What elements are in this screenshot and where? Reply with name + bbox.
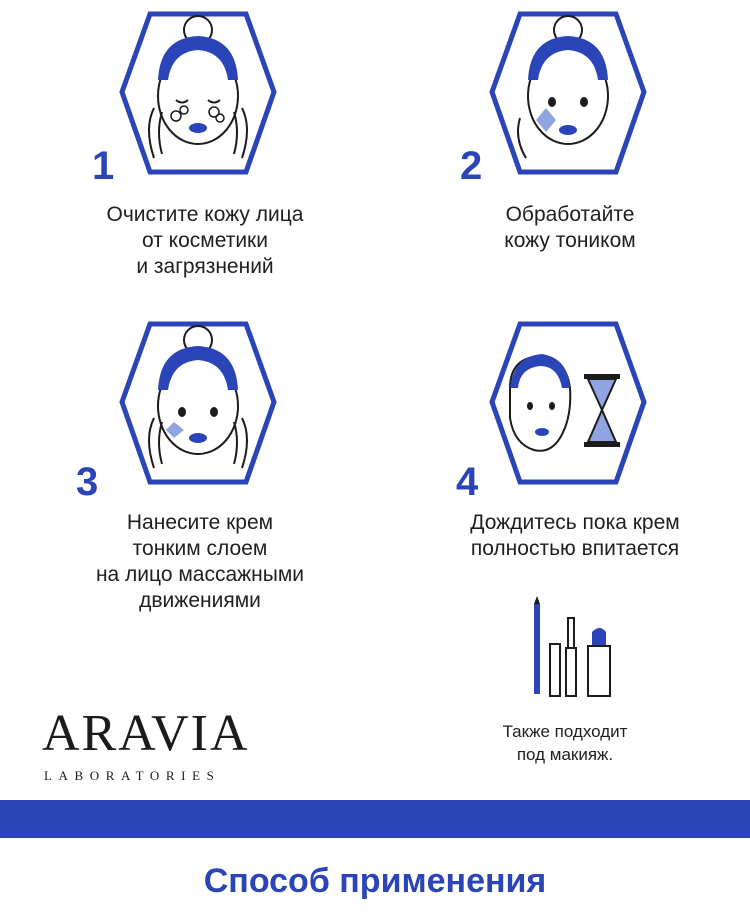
step-caption: Дождитесь пока крем полностью впитается <box>470 511 680 560</box>
accent-band <box>0 800 750 838</box>
makeup-icon <box>520 596 620 706</box>
step-number: 2 <box>460 144 483 188</box>
step-number: 4 <box>456 460 479 504</box>
brand-logo: ARAVIA <box>42 705 250 762</box>
step-number: 1 <box>92 144 115 188</box>
step-caption: Обработайте кожу тоником <box>504 203 636 252</box>
face-hourglass-icon <box>470 318 650 488</box>
step-caption: Нанесите крем тонким слоем на лицо массажными движениями <box>95 511 305 612</box>
step-number: 3 <box>76 460 99 504</box>
face-washing-icon <box>100 8 280 178</box>
face-toner-icon <box>470 8 650 178</box>
footer-title: Способ применения <box>203 862 547 900</box>
face-cream-icon <box>100 318 280 488</box>
makeup-caption: Также подходит под макияж. <box>502 722 628 764</box>
brand-subtitle: LABORATORIES <box>44 768 221 783</box>
step-caption: Очистите кожу лица от косметики и загрязнений <box>106 203 304 278</box>
